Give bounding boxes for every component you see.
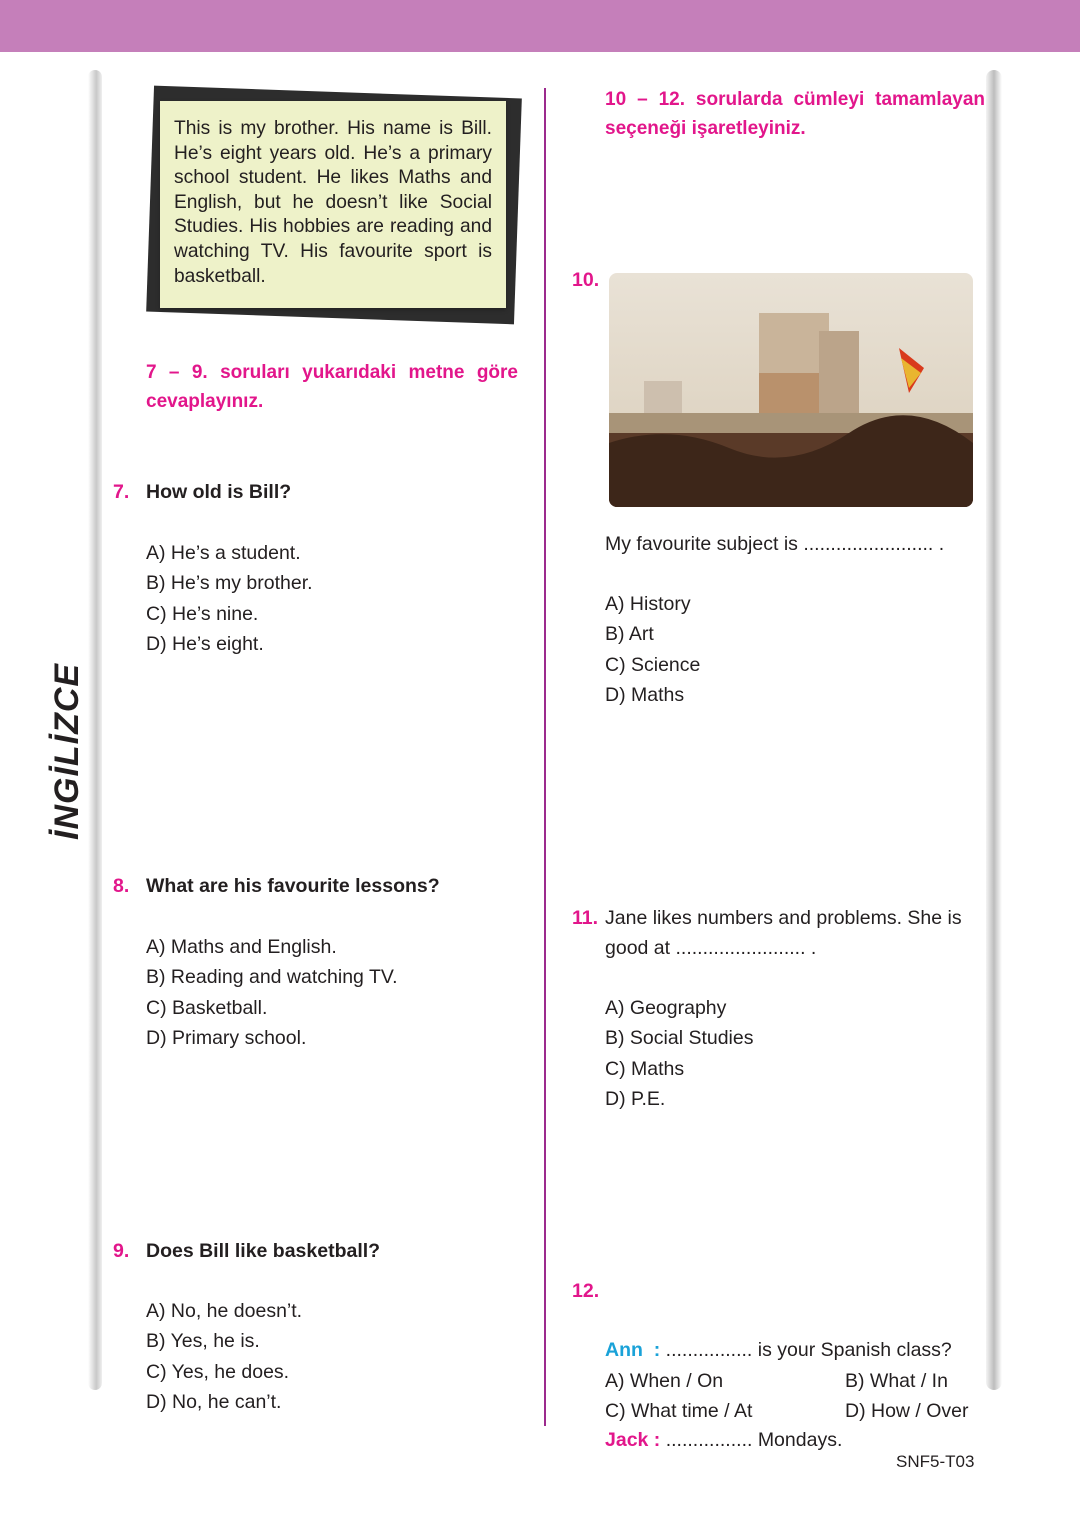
option-d[interactable]: D) He’s eight.: [146, 632, 264, 655]
option-a[interactable]: A) No, he doesn’t.: [146, 1300, 303, 1322]
option-d[interactable]: D) No, he can’t.: [146, 1390, 282, 1413]
option-b[interactable]: B) Social Studies: [605, 1027, 754, 1050]
question-text: What are his favourite lessons?: [146, 875, 440, 897]
option-a[interactable]: A) Geography: [605, 997, 727, 1019]
option-a[interactable]: A) When / On: [605, 1370, 724, 1392]
siege-painting-image: [609, 273, 973, 507]
column-divider: [544, 88, 546, 1426]
options-8: [146, 932, 398, 1053]
question-11-number: 11.: [572, 907, 599, 929]
option-c[interactable]: C) Maths: [605, 1057, 685, 1080]
question-number: 7.: [113, 481, 130, 503]
option-a[interactable]: A) Maths and English.: [146, 936, 337, 958]
question-text: Does Bill like basketball?: [146, 1240, 381, 1262]
options-11: [605, 993, 754, 1114]
left-page-edge: [88, 70, 102, 1390]
instructions-10-12: 10 – 12. sorularda cümleyi tamamlayan seçeneği işaretleyiniz.: [605, 89, 985, 139]
option-c[interactable]: C) Basketball.: [146, 996, 268, 1019]
option-a[interactable]: A) History: [605, 593, 691, 615]
option-d[interactable]: D) Primary school.: [146, 1026, 307, 1049]
instructions-7-9: 7 – 9. soruları yukarıdaki metne göre cevaplayınız.: [146, 362, 518, 412]
dialogue-line: ................ Mondays.: [660, 1429, 843, 1451]
option-c[interactable]: C) He’s nine.: [146, 602, 259, 625]
options-7: [146, 538, 313, 659]
question-line: Jane likes numbers and problems. She is: [605, 907, 962, 929]
option-d[interactable]: D) How / Over: [845, 1400, 969, 1423]
speaker-jack: Jack :: [605, 1429, 661, 1451]
option-c[interactable]: C) Yes, he does.: [146, 1360, 290, 1383]
option-a[interactable]: A) He’s a student.: [146, 542, 301, 564]
question-number: 9.: [113, 1240, 130, 1262]
option-d[interactable]: D) Maths: [605, 683, 685, 706]
header-bar: [0, 0, 1080, 52]
option-c[interactable]: C) What time / At: [605, 1400, 753, 1423]
option-b[interactable]: B) Yes, he is.: [146, 1330, 260, 1353]
options-9: [146, 1296, 302, 1417]
option-b[interactable]: B) He’s my brother.: [146, 572, 313, 595]
options-12-left: [605, 1366, 752, 1427]
question-10-text: My favourite subject is ........................ .: [605, 533, 945, 555]
question-10-number: 10.: [572, 269, 600, 291]
option-c[interactable]: C) Science: [605, 653, 701, 676]
right-page-edge: [986, 70, 1002, 1390]
subject-label: İNGİLİZCE: [48, 662, 86, 840]
options-12-right: [845, 1366, 969, 1427]
dialogue-line: ................ is your Spanish class?: [660, 1339, 952, 1361]
question-12-number: 12.: [572, 1280, 600, 1302]
page-code: SNF5-T03: [896, 1452, 975, 1471]
option-d[interactable]: D) P.E.: [605, 1087, 666, 1110]
option-b[interactable]: B) Reading and watching TV.: [146, 966, 398, 989]
speaker-ann: Ann :: [605, 1339, 661, 1361]
question-number: 8.: [113, 875, 130, 897]
reading-passage: This is my brother. His name is Bill. He’s eight years old. He’s a primary school student. He likes Maths and English, but he doesn’t like Social Studies. His hobbies are reading and watching TV. His favourite sport is basketball.: [160, 101, 506, 308]
question-line: good at ........................ .: [605, 937, 817, 959]
options-10: [605, 589, 700, 710]
option-b[interactable]: B) Art: [605, 623, 654, 646]
question-11-text: [605, 903, 962, 963]
option-b[interactable]: B) What / In: [845, 1370, 948, 1392]
question-text: How old is Bill?: [146, 481, 292, 503]
